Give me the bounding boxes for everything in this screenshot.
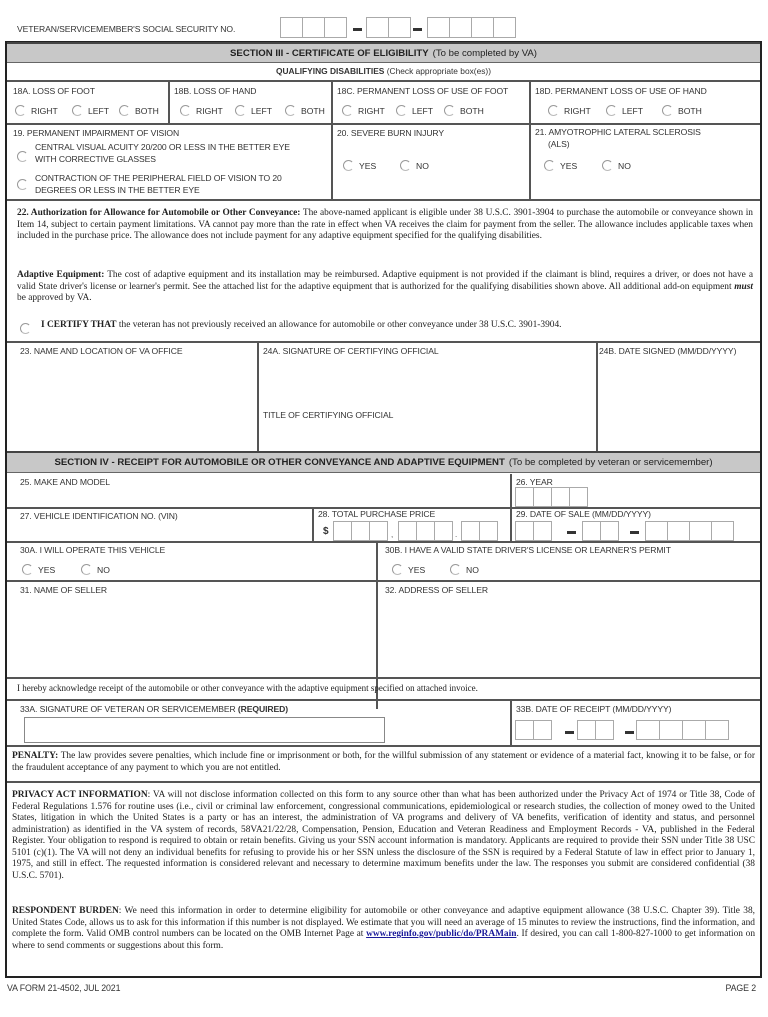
q18d-right-radio[interactable] (548, 105, 591, 116)
q18d-left-radio[interactable] (606, 105, 643, 116)
certify-bold: I CERTIFY THAT (41, 320, 117, 330)
radio-icon (20, 323, 31, 334)
q31-label: 31. NAME OF SELLER (20, 585, 108, 595)
respondent-burden-notice (12, 906, 755, 952)
penalty-notice (12, 751, 755, 774)
radio-icon (392, 564, 403, 575)
q18a-both-radio[interactable] (119, 105, 159, 116)
q18b-both-radio[interactable] (285, 105, 325, 116)
q27-vin-input[interactable] (12, 523, 308, 540)
q31-seller-name-input[interactable] (12, 598, 372, 674)
radio-icon (72, 105, 83, 116)
q29-year-input[interactable] (645, 521, 733, 541)
radio-icon (400, 160, 411, 171)
penalty-text: The law provides severe penalties, which include fine or imprisonment or both, for the willful submission of any statement or evidence of a material fact, knowing it to be false, or for the fraudulent acceptance of any payment to which you are not entitled. (12, 751, 755, 773)
q18c-both-radio[interactable] (444, 105, 484, 116)
radio-icon (544, 160, 555, 171)
line: CONTRACTION OF THE PERIPHERAL FIELD OF VISION TO 20 (35, 173, 282, 183)
radio-icon (343, 160, 354, 171)
q22-authorization-text (17, 208, 753, 243)
option-label: YES (560, 160, 578, 171)
line: CENTRAL VISUAL ACUITY 20/200 OR LESS IN THE BETTER EYE (35, 142, 290, 152)
q24a-label: 24A. SIGNATURE OF CERTIFYING OFFICIAL (263, 346, 439, 356)
date-dash (565, 731, 574, 734)
q33a-label (20, 704, 288, 714)
q19-option-1-radio[interactable] (17, 148, 33, 166)
section-3-note: (To be completed by VA) (432, 47, 537, 59)
burden-title: RESPONDENT BURDEN (12, 906, 119, 916)
privacy-text: : VA will not disclose information collected on this form to any source other than what has been authorized under the Privacy Act of 1974 or Title 38, Code of Federal Regulations 1.576 for routine uses (i.e., civil or criminal law enforcement, congressional communications, epidemiological or research studies, the collection of money owed to the United States, litigation in which the United States is a party or has an interest, the administration of VA programs and delivery of VA benefits, verification of identity and status, and personnel administration) as identified in the VA system of records, 58VA21/22/28, Compensation, Pension, Education and Veteran Readiness and Employment Records - VA, published in the Federal Register. Your obligation to respond is required to obtain or retain benefits. Giving us your SSN account information is mandatory. Applicants are required to provide their SSN under Title 38 USC 5101 (c)(1). The VA will not deny an individual benefits for refusing to provide his or her SSN unless the disclosure of the SSN is required by a Federal Statute of law in effect prior to January 1, 1975, and still in effect. The requested information is considered relevant and necessary to determine maximum benefits under the law. The responses you submit are considered confidential (38 U.S.C. 5701). (12, 790, 755, 881)
q26-label: 26. YEAR (516, 477, 553, 487)
q26-year-input[interactable] (515, 487, 587, 507)
q29-month-input[interactable] (515, 521, 551, 541)
q32-seller-address-input[interactable] (380, 598, 756, 674)
burden-text-1: : We need this information in order to determine eligibility for automobile or other conveyance and adaptive equipment allowance (38 U.S.C. Chapter 39). Title 38, United States Code, allows us to ask for this information if this number is not displayed. We estimate that you will need an average of 15 minutes to review the instructions, find the information, and complete the form. Valid OMB control numbers can be located on the OMB Internet Page at (12, 906, 755, 939)
section-3-title: SECTION III - CERTIFICATE OF ELIGIBILITY (230, 47, 429, 59)
ssn-part3-input[interactable] (427, 17, 515, 38)
certify-statement (41, 320, 561, 332)
radio-icon (548, 105, 559, 116)
option-label: RIGHT (31, 105, 58, 116)
q33b-label: 33B. DATE OF RECEIPT (MM/DD/YYYY) (516, 704, 672, 714)
option-label: BOTH (678, 105, 702, 116)
qualifying-disabilities-heading (7, 66, 760, 76)
adaptive-body-2: be approved by VA. (17, 293, 92, 303)
radio-icon (17, 179, 28, 190)
section-4-title: SECTION IV - RECEIPT FOR AUTOMOBILE OR OTHER CONVEYANCE AND ADAPTIVE EQUIPMENT (54, 457, 505, 468)
required-marker: (REQUIRED) (237, 704, 289, 714)
q24b-label: 24B. DATE SIGNED (MM/DD/YYYY) (599, 346, 737, 356)
penalty-title: PENALTY: (12, 751, 59, 761)
radio-icon (17, 151, 28, 162)
line: (ALS) (548, 139, 570, 149)
q24a-title-label: TITLE OF CERTIFYING OFFICIAL (263, 410, 394, 420)
radio-icon (396, 105, 407, 116)
date-dash (630, 531, 639, 534)
q28-price-thousands-input[interactable] (333, 521, 387, 541)
q18a-left-radio[interactable] (72, 105, 109, 116)
q25-label: 25. MAKE AND MODEL (20, 477, 110, 487)
q28-label: 28. TOTAL PURCHASE PRICE (318, 509, 436, 519)
option-label: NO (466, 564, 479, 575)
adaptive-body-1: The cost of adaptive equipment and its installation may be reimbursed. Adaptive equipment is not provided if the claimant is blind, requires a driver, or does not have a valid State driver's license or learner's permit. See the attached list for the adaptive equipment that is authorized for the qualifying disabilities shown above. All additional add-on equipment (17, 270, 753, 292)
q18b-right-radio[interactable] (180, 105, 223, 116)
option-label: YES (38, 564, 56, 575)
q29-day-input[interactable] (582, 521, 618, 541)
option-label: YES (408, 564, 426, 575)
privacy-title: PRIVACY ACT INFORMATION (12, 790, 148, 800)
q19-option-2-radio[interactable] (17, 176, 33, 194)
q24b-date-input[interactable] (600, 360, 756, 448)
radio-icon (180, 105, 191, 116)
option-label: NO (618, 160, 631, 171)
q19-option-1-label (35, 141, 290, 165)
q20-label: 20. SEVERE BURN INJURY (337, 128, 445, 138)
q30b-no-radio[interactable] (450, 564, 479, 575)
q25-make-model-input[interactable] (12, 490, 506, 506)
radio-icon (606, 105, 617, 116)
line: DEGREES OR LESS IN THE BETTER EYE (35, 185, 200, 195)
q30b-label: 30B. I HAVE A VALID STATE DRIVER'S LICENSE OR LEARNER'S PERMIT (385, 545, 671, 555)
q33b-day-input[interactable] (577, 720, 613, 740)
date-dash (567, 531, 576, 534)
certify-text: the veteran has not previously received an allowance for automobile or other conveyance under 38 U.S.C. 3901-3904. (118, 320, 562, 330)
q22-body: The above-named applicant is eligible under 38 U.S.C. 3901-3904 to purchase the automobile or conveyance shown in Item 14, subject to certain payment limitations. VA cannot pay more than the rate in effect when VA receives the claim for payment from the seller. The allowance includes applicable taxes when included in the purchase price. The allowance does not include payment for any adaptive equipment specified for the qualifying disabilities. (17, 208, 753, 241)
option-label: LEFT (251, 105, 273, 116)
q24a-title-input[interactable] (262, 424, 592, 448)
section-3-header (7, 42, 760, 63)
page-number: PAGE 2 (725, 983, 756, 993)
label-text: 33A. SIGNATURE OF VETERAN OR SERVICEMEMBER (20, 704, 236, 714)
q21-label (535, 126, 701, 150)
option-label: NO (97, 564, 110, 575)
q19-option-2-label (35, 172, 282, 196)
q18a-label: 18A. LOSS OF FOOT (13, 86, 95, 96)
line: 21. AMYOTROPHIC LATERAL SCLEROSIS (535, 127, 701, 137)
q30b-yes-radio[interactable] (392, 564, 425, 575)
q23-va-office-input[interactable] (12, 360, 254, 448)
price-comma: , (391, 530, 394, 539)
radio-icon (602, 160, 613, 171)
option-label: LEFT (412, 105, 434, 116)
qualifying-title: QUALIFYING DISABILITIES (275, 66, 385, 76)
radio-icon (22, 564, 33, 575)
option-label: YES (359, 160, 377, 171)
option-label: LEFT (622, 105, 644, 116)
q20-no-radio[interactable] (400, 160, 429, 171)
qualifying-note: (Check appropriate box(es)) (386, 66, 492, 76)
radio-icon (285, 105, 296, 116)
option-label: RIGHT (196, 105, 223, 116)
section-4-note: (To be completed by veteran or servicemember) (508, 457, 713, 468)
q18a-right-radio[interactable] (15, 105, 58, 116)
q23-label: 23. NAME AND LOCATION OF VA OFFICE (20, 346, 183, 356)
acknowledge-statement: I hereby acknowledge receipt of the automobile or other conveyance with the adaptive equipment specified on attached invoice. (17, 683, 478, 693)
option-label: BOTH (460, 105, 484, 116)
q18b-label: 18B. LOSS OF HAND (174, 86, 257, 96)
price-decimal: . (455, 530, 458, 539)
adaptive-equipment-text (17, 270, 753, 305)
q32-label: 32. ADDRESS OF SELLER (385, 585, 488, 595)
radio-icon (81, 564, 92, 575)
q18d-label: 18D. PERMANENT LOSS OF USE OF HAND (535, 86, 707, 96)
q18b-left-radio[interactable] (235, 105, 272, 116)
q30a-yes-radio[interactable] (22, 564, 55, 575)
option-label: RIGHT (564, 105, 591, 116)
q21-no-radio[interactable] (602, 160, 631, 171)
option-label: BOTH (135, 105, 159, 116)
q33b-month-input[interactable] (515, 720, 551, 740)
q22-title: 22. Authorization for Allowance for Automobile or Other Conveyance: (17, 208, 301, 218)
q29-label: 29. DATE OF SALE (MM/DD/YYYY) (516, 509, 651, 519)
ssn-part1-input[interactable] (280, 17, 346, 38)
q20-yes-radio[interactable] (343, 160, 376, 171)
q30a-label: 30A. I WILL OPERATE THIS VEHICLE (20, 545, 166, 555)
q18c-left-radio[interactable] (396, 105, 433, 116)
radio-icon (15, 105, 26, 116)
burden-text-2: . If desired, you can call 1-800-827-1000 to get information on where to send comments or suggestions about this form. (12, 929, 756, 951)
radio-icon (235, 105, 246, 116)
currency-symbol: $ (323, 526, 329, 537)
radio-icon (119, 105, 130, 116)
privacy-act-notice (12, 790, 755, 882)
q33a-signature-input[interactable] (24, 717, 385, 743)
radio-icon (662, 105, 673, 116)
option-label: BOTH (301, 105, 325, 116)
ssn-dash-2 (413, 28, 422, 31)
q24a-signature-input[interactable] (262, 360, 592, 400)
q27-label: 27. VEHICLE IDENTIFICATION NO. (VIN) (20, 511, 178, 521)
ssn-dash-1 (353, 28, 362, 31)
option-label: LEFT (88, 105, 110, 116)
q21-yes-radio[interactable] (544, 160, 577, 171)
option-label: RIGHT (358, 105, 385, 116)
adaptive-must: must (734, 281, 753, 292)
radio-icon (450, 564, 461, 575)
q30a-no-radio[interactable] (81, 564, 110, 575)
ssn-label: VETERAN/SERVICEMEMBER'S SOCIAL SECURITY NO. (17, 24, 236, 34)
q33b-year-input[interactable] (636, 720, 728, 740)
radio-icon (444, 105, 455, 116)
adaptive-title: Adaptive Equipment: (17, 270, 105, 280)
line: WITH CORRECTIVE GLASSES (35, 154, 156, 164)
section-4-header (7, 451, 760, 473)
omb-link[interactable]: www.reginfo.gov/public/do/PRAMain (366, 929, 517, 939)
q19-label: 19. PERMANENT IMPAIRMENT OF VISION (13, 128, 180, 138)
certify-radio[interactable] (20, 320, 36, 338)
q28-price-cents-input[interactable] (461, 521, 497, 541)
radio-icon (342, 105, 353, 116)
date-dash (625, 731, 634, 734)
ssn-part2-input[interactable] (366, 17, 410, 38)
q28-price-hundreds-input[interactable] (398, 521, 452, 541)
q18c-right-radio[interactable] (342, 105, 385, 116)
form-id: VA FORM 21-4502, JUL 2021 (7, 983, 121, 993)
option-label: NO (416, 160, 429, 171)
q18d-both-radio[interactable] (662, 105, 702, 116)
q18c-label: 18C. PERMANENT LOSS OF USE OF FOOT (337, 86, 509, 96)
